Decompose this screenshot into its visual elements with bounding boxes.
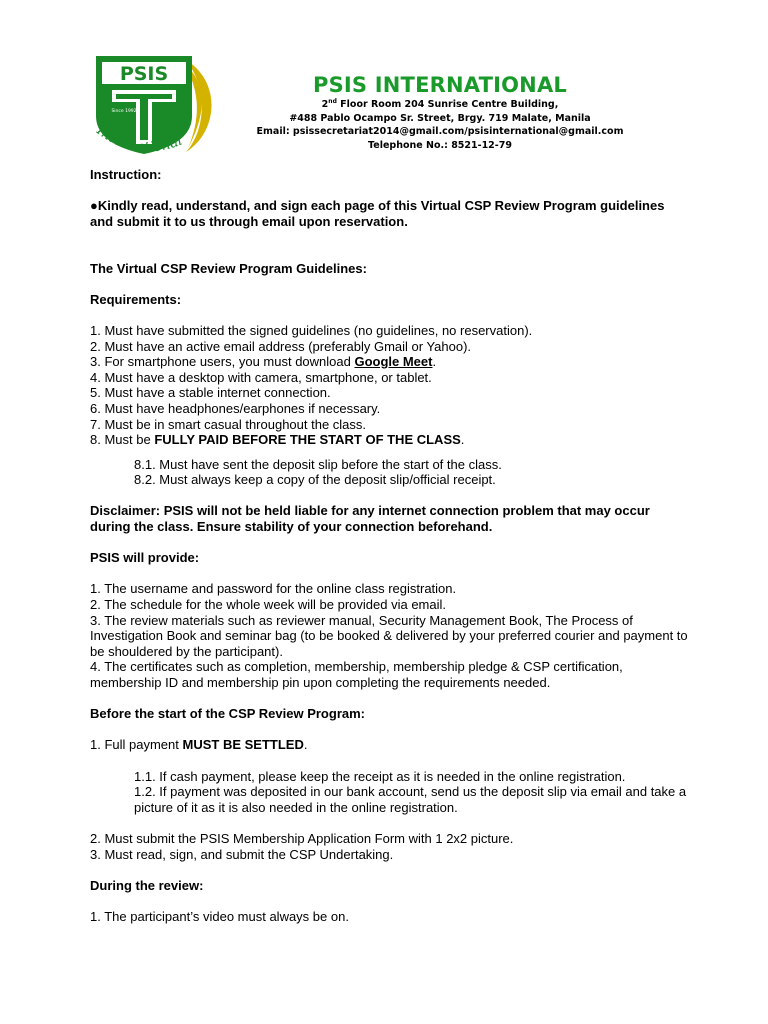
requirement-item: 7. Must be in smart casual throughout the class. — [90, 416, 367, 432]
requirement-item: 5. Must have a stable internet connection. — [90, 385, 331, 401]
requirement-item: 3. For smartphone users, you must download Google Meet. — [90, 354, 437, 370]
letterhead — [250, 72, 630, 152]
before-title: Before the start of the CSP Review Program: — [90, 706, 365, 722]
logo-since-text: Since 1992 — [111, 109, 137, 114]
requirements-title: Requirements: — [90, 291, 182, 307]
before-subitem: 1.1. If cash payment, please keep the receipt as it is needed in the online registration. — [134, 768, 626, 784]
document-body — [90, 167, 690, 925]
during-title: During the review: — [90, 877, 204, 893]
requirement-item: 4. Must have a desktop with camera, smartphone, or tablet. — [90, 369, 432, 385]
before-item: 2. Must submit the PSIS Membership Application Form with 1 2x2 picture. — [90, 830, 514, 846]
telephone-line: Telephone No.: 8521-12-79 — [368, 139, 512, 151]
instruction-label: Instruction: — [90, 167, 162, 182]
requirement-item: 1. Must have submitted the signed guidelines (no guidelines, no reservation). — [90, 322, 533, 338]
requirement-item: 2. Must have an active email address (preferably Gmail or Yahoo). — [90, 338, 472, 354]
requirement-item: 6. Must have headphones/earphones if necessary. — [90, 400, 381, 416]
psis-logo — [88, 52, 214, 162]
address-line-2: #488 Pablo Ocampo Sr. Street, Brgy. 719 Malate, Manila — [289, 112, 591, 124]
requirement-item: 8. Must be FULLY PAID BEFORE THE START OF THE CLASS. — [90, 432, 465, 448]
logo-psis-text: PSIS — [119, 63, 169, 85]
email-line: Email: psissecretariat2014@gmail.com/psisinternational@gmail.com — [256, 126, 624, 137]
provide-item: 4. The certificates such as completion, membership, membership pledge & CSP certification, membership ID and membership pin upon completing the requirements needed. — [90, 659, 623, 690]
requirement-subitem: 8.2. Must always keep a copy of the deposit slip/official receipt. — [134, 472, 496, 488]
before-item: 1. Full payment MUST BE SETTLED. — [90, 737, 308, 753]
google-meet-link[interactable]: Google Meet — [354, 354, 433, 370]
during-item: 1. The participant’s video must always be on. — [90, 908, 349, 924]
guidelines-title: The Virtual CSP Review Program Guidelines: — [90, 260, 367, 276]
provide-item: 1. The username and password for the online class registration. — [90, 581, 457, 597]
provide-item: 3. The review materials such as reviewer manual, Security Management Book, The Process of Investigation Book and seminar bag (to be booked & delivered by your preferred courier and payment to be shouldered by the participant). — [90, 612, 688, 659]
instruction-text: ●Kindly read, understand, and sign each page of this Virtual CSP Review Program guidelines and submit it to us through email upon reservation. — [90, 198, 665, 229]
logo-international-text: International — [93, 122, 185, 156]
requirement-subitem: 8.1. Must have sent the deposit slip before the start of the class. — [134, 456, 502, 472]
before-item: 3. Must read, sign, and submit the CSP Undertaking. — [90, 846, 394, 862]
disclaimer: Disclaimer: PSIS will not be held liable for any internet connection problem that may occur during the class. Ensure stability of your connection beforehand. — [90, 503, 650, 535]
org-name: PSIS INTERNATIONAL — [313, 73, 567, 97]
address-line-1: 2nd Floor Room 204 Sunrise Centre Building, — [321, 98, 559, 110]
provide-title: PSIS will provide: — [90, 550, 200, 566]
before-subitem: 1.2. If payment was deposited in our bank account, send us the deposit slip via email and take a picture of it as it is also needed in the online registration. — [134, 784, 687, 815]
provide-item: 2. The schedule for the whole week will be provided via email. — [90, 597, 447, 613]
